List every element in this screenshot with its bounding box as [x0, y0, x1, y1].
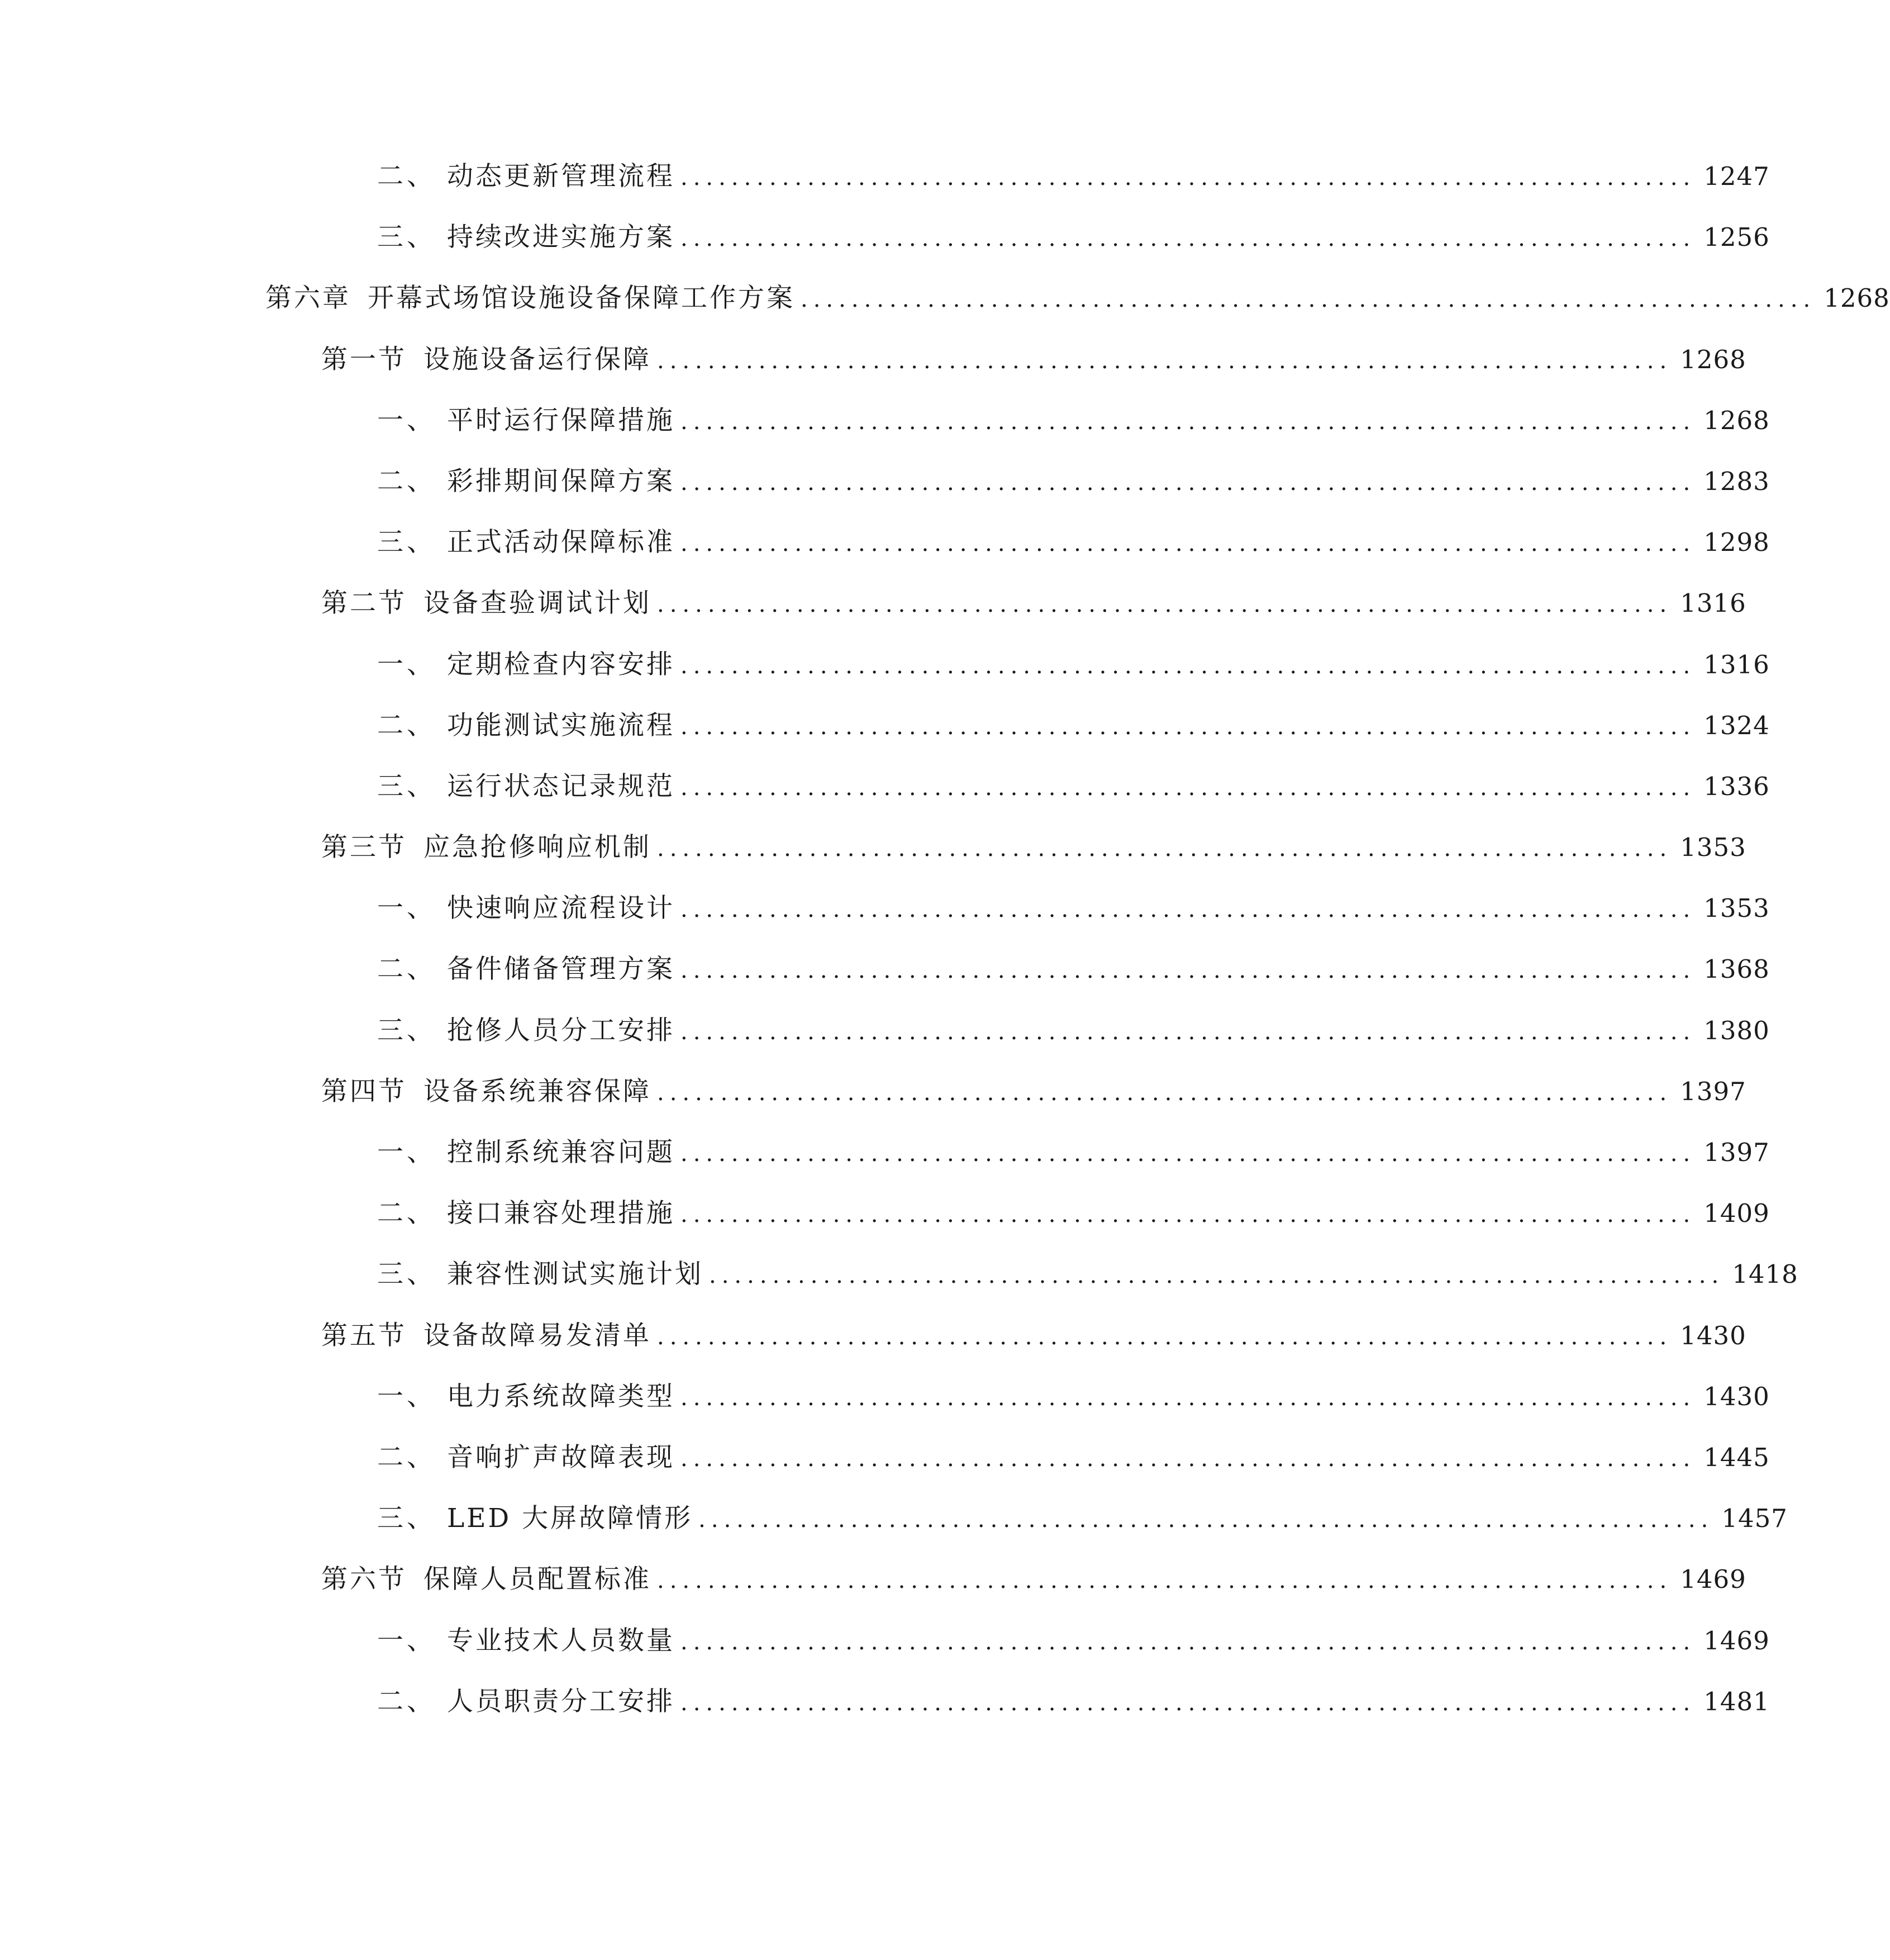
toc-entry-line: [321, 1075, 1746, 1110]
toc-leader-dots: ................................................................................: [657, 592, 1673, 618]
toc-entry-number: 一、: [377, 1381, 436, 1412]
toc-entry-line: [321, 587, 1746, 621]
toc-entry-title: 设备故障易发清单: [423, 1320, 651, 1351]
toc-entry-title: 定期检查内容安排: [447, 649, 675, 680]
toc-entry-number: 三、: [377, 1015, 436, 1046]
toc-page-number: 1268: [1703, 405, 1770, 435]
toc-entry[interactable]: [0, 953, 1770, 1014]
toc-entry[interactable]: [0, 831, 1746, 892]
toc-entry[interactable]: [0, 160, 1770, 221]
toc-entry-line: [377, 953, 1770, 987]
toc-entry-number: 二、: [377, 954, 436, 985]
toc-entry-line: [377, 892, 1770, 926]
toc-entry-title: 彩排期间保障方案: [447, 465, 675, 497]
toc-page-number: 1256: [1703, 222, 1770, 253]
toc-entry-number: 第五节: [321, 1320, 407, 1351]
toc-entry-number: 第三节: [321, 832, 407, 863]
toc-entry-number: 第四节: [321, 1076, 407, 1107]
toc-entry-line: [321, 831, 1746, 865]
toc-entry[interactable]: [0, 1502, 1788, 1563]
toc-entry-title: 平时运行保障措施: [447, 405, 675, 436]
toc-page-number: 1353: [1680, 832, 1746, 863]
toc-leader-dots: ................................................................................: [657, 1079, 1673, 1106]
toc-entry-line: [321, 1563, 1746, 1597]
toc-page-number: 1268: [1824, 283, 1890, 313]
toc-entry-number: 二、: [377, 161, 436, 192]
table-of-contents: [0, 160, 1890, 1746]
toc-entry-line: [377, 526, 1770, 560]
toc-entry-number: 二、: [377, 465, 436, 497]
toc-page-number: 1409: [1703, 1198, 1770, 1229]
toc-leader-dots: ................................................................................: [801, 287, 1816, 313]
toc-entry[interactable]: [0, 1014, 1770, 1075]
toc-entry-number: 三、: [377, 527, 436, 558]
toc-leader-dots: ................................................................................: [709, 1263, 1725, 1289]
toc-leader-dots: ................................................................................: [680, 469, 1696, 496]
toc-page-number: 1418: [1732, 1259, 1798, 1290]
toc-entry-number: 一、: [377, 1625, 436, 1656]
toc-leader-dots: ................................................................................: [680, 1629, 1696, 1655]
toc-leader-dots: ................................................................................: [657, 836, 1673, 862]
toc-entry-line: [377, 1197, 1770, 1231]
toc-entry-line: [377, 1502, 1788, 1536]
toc-entry[interactable]: [0, 1136, 1770, 1197]
toc-entry-line: [377, 1685, 1770, 1720]
toc-page-number: 1336: [1703, 771, 1770, 801]
toc-entry-title: 备件储备管理方案: [447, 954, 675, 985]
toc-page-number: 1430: [1680, 1320, 1746, 1350]
toc-entry[interactable]: [0, 526, 1770, 587]
toc-leader-dots: ................................................................................: [698, 1507, 1714, 1533]
toc-entry-title: 接口兼容处理措施: [447, 1198, 675, 1229]
toc-entry-line: [377, 1136, 1770, 1171]
toc-entry-line: [321, 343, 1746, 378]
toc-entry[interactable]: [0, 648, 1770, 709]
toc-entry-number: 一、: [377, 1137, 436, 1168]
toc-entry-title: 电力系统故障类型: [447, 1381, 675, 1412]
toc-entry-number: 第一节: [321, 344, 407, 375]
toc-entry-line: [377, 709, 1770, 744]
toc-entry-number: 二、: [377, 1442, 436, 1473]
toc-leader-dots: ................................................................................: [657, 1324, 1673, 1350]
toc-entry[interactable]: [0, 1624, 1770, 1685]
toc-entry-number: 三、: [377, 770, 436, 802]
toc-page-number: 1380: [1703, 1015, 1770, 1045]
toc-entry-title: 运行状态记录规范: [447, 770, 675, 802]
toc-leader-dots: ................................................................................: [680, 1445, 1696, 1472]
toc-page-number: 1397: [1680, 1076, 1746, 1106]
toc-entry-title: 人员职责分工安排: [447, 1686, 675, 1717]
toc-entry[interactable]: [0, 770, 1770, 831]
toc-page-number: 1445: [1703, 1442, 1770, 1472]
toc-leader-dots: ................................................................................: [680, 1019, 1696, 1045]
toc-entry-line: [377, 1380, 1770, 1415]
toc-leader-dots: ................................................................................: [657, 348, 1673, 374]
toc-entry[interactable]: [0, 404, 1770, 465]
toc-entry-title: 兼容性测试实施计划: [447, 1259, 703, 1290]
toc-leader-dots: ................................................................................: [680, 897, 1696, 923]
toc-page-number: 1298: [1703, 527, 1770, 558]
toc-entry-line: [377, 465, 1770, 499]
toc-page-number: 1481: [1703, 1686, 1770, 1716]
toc-entry-number: 三、: [377, 1259, 436, 1290]
toc-entry-line: [377, 1258, 1798, 1292]
toc-leader-dots: ................................................................................: [680, 408, 1696, 435]
toc-page-number: 1457: [1721, 1504, 1788, 1534]
toc-entry[interactable]: [0, 1685, 1770, 1746]
toc-entry-number: 二、: [377, 1198, 436, 1229]
toc-page-number: 1368: [1703, 954, 1770, 984]
toc-page-number: 1430: [1703, 1381, 1770, 1411]
toc-entry[interactable]: [0, 1441, 1770, 1502]
toc-entry-title: 专业技术人员数量: [447, 1625, 675, 1656]
toc-entry-title: 应急抢修响应机制: [423, 832, 651, 863]
toc-entry-line: [377, 404, 1770, 439]
toc-leader-dots: ................................................................................: [680, 653, 1696, 679]
toc-page-number: 1268: [1680, 344, 1746, 374]
toc-page-number: 1469: [1680, 1564, 1746, 1595]
toc-entry-title: 动态更新管理流程: [447, 161, 675, 192]
toc-entry-title: 保障人员配置标准: [423, 1564, 651, 1595]
toc-entry[interactable]: [0, 1380, 1770, 1441]
toc-entry-line: [377, 221, 1770, 255]
toc-page-number: 1397: [1703, 1138, 1770, 1167]
toc-page-number: 1316: [1680, 588, 1746, 619]
toc-leader-dots: ................................................................................: [680, 1202, 1696, 1228]
toc-entry-number: 三、: [377, 222, 436, 253]
toc-entry-line: [377, 1624, 1770, 1659]
toc-entry-line: [377, 1014, 1770, 1049]
toc-entry-title: 抢修人员分工安排: [447, 1015, 675, 1046]
toc-page-number: 1247: [1703, 161, 1770, 191]
toc-entry-number: 第六章: [265, 283, 351, 314]
toc-page-number: 1316: [1703, 649, 1770, 679]
toc-entry-number: 一、: [377, 893, 436, 924]
toc-entry[interactable]: [0, 587, 1746, 648]
toc-entry-title: 开幕式场馆设施设备保障工作方案: [368, 283, 795, 314]
toc-entry[interactable]: [0, 1258, 1798, 1319]
toc-entry-number: 三、: [377, 1503, 436, 1534]
toc-leader-dots: ................................................................................: [657, 1568, 1673, 1594]
toc-page-number: 1324: [1703, 710, 1770, 740]
toc-entry-title: 音响扩声故障表现: [447, 1442, 675, 1473]
toc-leader-dots: ................................................................................: [680, 1690, 1696, 1716]
toc-entry-line: [377, 1441, 1770, 1476]
toc-entry[interactable]: [0, 465, 1770, 526]
toc-entry[interactable]: [0, 1563, 1746, 1624]
toc-entry[interactable]: [0, 892, 1770, 953]
toc-entry-number: 二、: [377, 1686, 436, 1717]
toc-entry-title: 控制系统兼容问题: [447, 1137, 675, 1168]
toc-leader-dots: ................................................................................: [680, 165, 1696, 191]
toc-leader-dots: ................................................................................: [680, 713, 1696, 740]
toc-entry[interactable]: [0, 1319, 1746, 1380]
toc-leader-dots: ................................................................................: [680, 531, 1696, 557]
toc-entry-line: [377, 770, 1770, 805]
toc-entry-number: 一、: [377, 649, 436, 680]
toc-leader-dots: ................................................................................: [680, 958, 1696, 984]
toc-entry-title: 正式活动保障标准: [447, 527, 675, 558]
toc-entry-line: [321, 1319, 1746, 1354]
toc-entry[interactable]: [0, 343, 1746, 404]
toc-entry[interactable]: [0, 221, 1770, 282]
toc-leader-dots: ................................................................................: [680, 1141, 1696, 1167]
toc-entry[interactable]: [0, 1197, 1770, 1258]
toc-entry-title: 设备查验调试计划: [423, 588, 651, 619]
toc-entry-line: [377, 160, 1770, 194]
toc-entry-line: [377, 648, 1770, 683]
toc-entry-number: 二、: [377, 710, 436, 741]
toc-entry-title: LED 大屏故障情形: [447, 1503, 693, 1534]
toc-entry[interactable]: [0, 282, 1890, 342]
toc-entry-number: 第六节: [321, 1564, 407, 1595]
toc-page-number: 1353: [1703, 893, 1770, 924]
toc-entry-title: 设备系统兼容保障: [423, 1076, 651, 1107]
toc-entry[interactable]: [0, 1075, 1746, 1136]
toc-entry-line: [265, 282, 1890, 316]
toc-entry[interactable]: [0, 709, 1770, 770]
toc-page-number: 1283: [1703, 466, 1770, 496]
toc-leader-dots: ................................................................................: [680, 1385, 1696, 1411]
toc-entry-number: 第二节: [321, 588, 407, 619]
toc-entry-title: 快速响应流程设计: [447, 893, 675, 924]
toc-leader-dots: ................................................................................: [680, 226, 1696, 252]
toc-entry-number: 一、: [377, 405, 436, 436]
toc-entry-title: 功能测试实施流程: [447, 710, 675, 741]
toc-entry-title: 持续改进实施方案: [447, 222, 675, 253]
toc-leader-dots: ................................................................................: [680, 774, 1696, 801]
toc-entry-title: 设施设备运行保障: [423, 344, 651, 375]
toc-page-number: 1469: [1703, 1625, 1770, 1655]
